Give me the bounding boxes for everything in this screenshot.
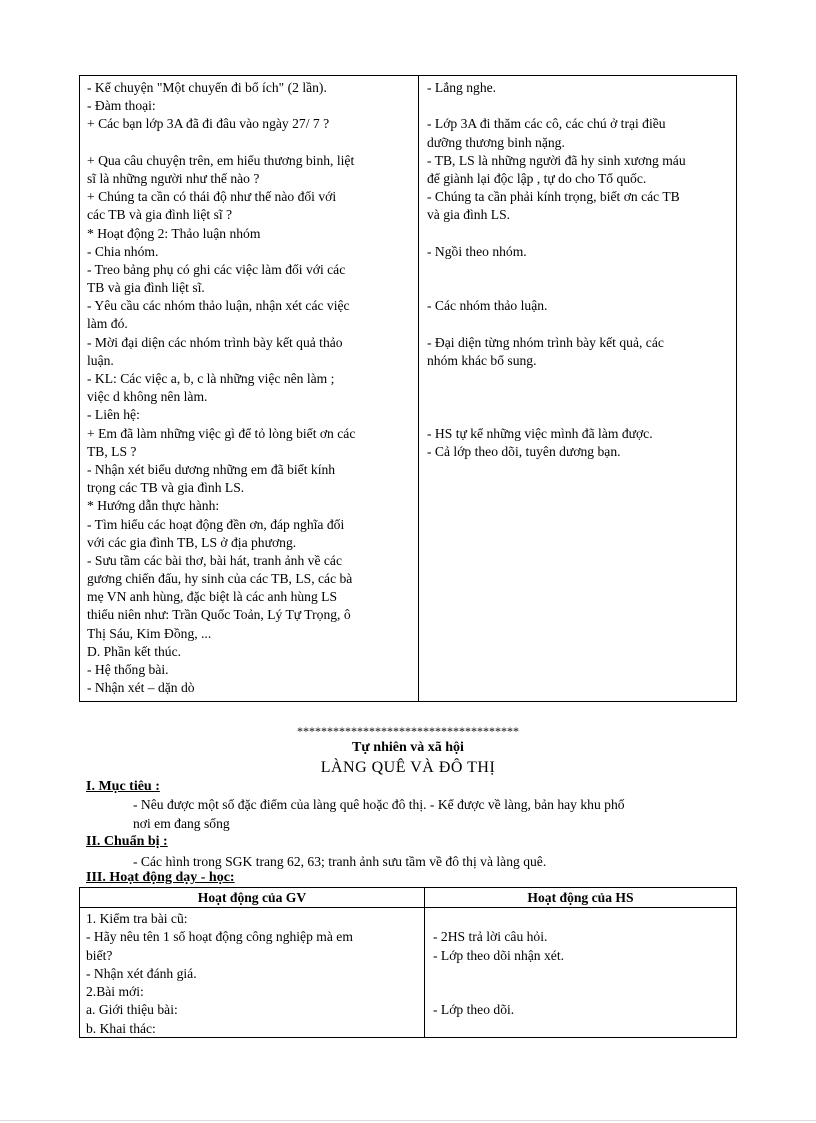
teacher-activity-line: - Nhận xét biểu dương những em đã biết kính — [87, 461, 336, 477]
teacher-activity-line: - Hãy nêu tên 1 số hoạt động công nghiệp mà em — [86, 929, 353, 945]
student-activity-line — [427, 388, 730, 406]
teacher-activity-line: 1. Kiểm tra bài cũ: — [86, 911, 188, 926]
student-activity-line — [427, 370, 730, 388]
teacher-activity-line: các TB và gia đình liệt sĩ ? — [87, 207, 233, 223]
activities-table-header — [80, 888, 736, 908]
student-activity-line: - Ngồi theo nhóm. — [427, 243, 527, 259]
teacher-activity-line: 2.Bài mới: — [86, 984, 144, 1000]
teacher-activity-line: - Kể chuyện "Một chuyến đi bổ ích" (2 lần). — [87, 80, 327, 95]
teacher-activity-line: + Các bạn lớp 3A đã đi đâu vào ngày 27/ 7 ? — [87, 116, 330, 132]
student-activity-line — [433, 910, 730, 928]
header-teacher-activity: Hoạt động của GV — [80, 888, 425, 907]
teacher-activity-line: việc d không nên làm. — [87, 389, 208, 405]
teacher-activity-line: - Nhận xét – dặn dò — [87, 680, 195, 696]
student-activity-line — [427, 315, 730, 333]
objectives-line: nơi em đang sống — [133, 816, 230, 831]
objectives-text — [133, 795, 733, 833]
student-activity-line: - Lớp 3A đi thăm các cô, các chú ở trại điều — [427, 116, 666, 132]
activities-heading: III. Hoạt động dạy - học: — [86, 870, 235, 885]
student-activity-line: - 2HS trả lời câu hỏi. — [433, 929, 548, 945]
teacher-activity-line: + Qua câu chuyện trên, em hiểu thương binh, liệt — [87, 152, 355, 168]
teacher-activity-line: - Mời đại diện các nhóm trình bày kết quả thảo — [87, 334, 343, 350]
teacher-activity-line: * Hướng dẫn thực hành: — [87, 498, 220, 514]
teacher-activity-line: - KL: Các việc a, b, c là những việc nên làm ; — [87, 371, 335, 386]
teacher-activity-line: làm đó. — [87, 316, 128, 332]
student-activity-line — [433, 983, 730, 1001]
student-activity-line — [427, 406, 730, 424]
teacher-activity-line: + Em đã làm những việc gì để tỏ lòng biết ơn các — [87, 425, 356, 441]
student-activity-line: - Các nhóm thảo luận. — [427, 298, 548, 314]
subject-title: Tự nhiên và xã hội — [352, 740, 464, 755]
preparation-text: - Các hình trong SGK trang 62, 63; tranh ảnh sưu tầm về đô thị và làng quê. — [133, 854, 547, 869]
student-activity-line: - Lớp theo dõi nhận xét. — [433, 947, 565, 963]
header-student-activity: Hoạt động của HS — [527, 890, 634, 905]
teacher-activity-line: b. Khai thác: — [86, 1020, 156, 1036]
student-activity-line: và gia đình LS. — [427, 207, 511, 223]
teacher-activity-cell — [80, 908, 425, 1038]
student-activity-line: - Cả lớp theo dõi, tuyên dương bạn. — [427, 443, 621, 459]
student-activity-line — [427, 261, 730, 279]
student-activity-column — [419, 76, 736, 701]
teacher-activity-line: biết? — [86, 947, 113, 963]
student-activity-line: - Lớp theo dõi. — [433, 1002, 515, 1018]
teacher-activity-line: a. Giới thiệu bài: — [86, 1002, 178, 1018]
teacher-activity-line: + Chúng ta cần có thái độ như thế nào đối với — [87, 189, 337, 205]
teacher-activity-column — [80, 76, 419, 701]
teacher-activity-line: - Hệ thống bài. — [87, 662, 169, 677]
teacher-activity-line: - Đàm thoại: — [87, 98, 156, 114]
teacher-activity-line: - Yêu cầu các nhóm thảo luận, nhận xét các việc — [87, 298, 350, 314]
teacher-activity-line: sĩ là những người như thế nào ? — [87, 170, 260, 186]
student-activity-line: - HS tự kể những việc mình đã làm được. — [427, 425, 653, 441]
teacher-activity-line: - Liên hệ: — [87, 407, 140, 423]
teacher-activity-line: luận. — [87, 352, 114, 368]
student-activity-line: - Đại diện từng nhóm trình bày kết quả, các — [427, 334, 664, 350]
activities-table — [79, 887, 737, 1038]
teacher-activity-line: * Hoạt động 2: Thảo luận nhóm — [87, 225, 261, 241]
teacher-activity-line: - Chia nhóm. — [87, 243, 159, 259]
teacher-activity-line: trọng các TB và gia đình LS. — [87, 480, 245, 496]
student-activity-line — [427, 97, 730, 115]
student-activity-line — [427, 225, 730, 243]
teacher-activity-line: thiếu niên như: Trần Quốc Toản, Lý Tự Trọng, ô — [87, 607, 351, 623]
teacher-activity-line: - Sưu tầm các bài thơ, bài hát, tranh ảnh về các — [87, 552, 342, 568]
teacher-activity-line: D. Phần kết thúc. — [87, 643, 182, 659]
student-activity-line: dưỡng thương binh nặng. — [427, 134, 565, 150]
student-activity-line: - Lắng nghe. — [427, 80, 497, 95]
teacher-activity-line: - Nhận xét đánh giá. — [86, 965, 197, 981]
page-bottom-edge — [0, 1120, 816, 1121]
lesson-activity-table-continued — [79, 75, 737, 702]
student-activity-line — [427, 279, 730, 297]
teacher-activity-line: - Tìm hiểu các hoạt động đền ơn, đáp nghĩa đối — [87, 516, 345, 532]
teacher-activity-line: Thị Sáu, Kim Đồng, ... — [87, 625, 212, 641]
teacher-activity-line: mẹ VN anh hùng, đặc biệt là các anh hùng LS — [87, 589, 338, 605]
student-activity-line: nhóm khác bổ sung. — [427, 352, 537, 368]
teacher-activity-line: với các gia đình TB, LS ở địa phương. — [87, 534, 297, 550]
preparation-heading: II. Chuẩn bị : — [86, 834, 168, 849]
teacher-activity-line: TB và gia đình liệt sĩ. — [87, 280, 205, 296]
student-activity-cell — [425, 908, 736, 1038]
student-activity-line: - Chúng ta cần phải kính trọng, biết ơn các TB — [427, 189, 680, 205]
teacher-activity-line: TB, LS ? — [87, 443, 137, 459]
student-activity-line: để giành lại độc lập , tự do cho Tổ quốc. — [427, 170, 647, 186]
student-activity-line: - TB, LS là những người đã hy sinh xương máu — [427, 152, 686, 168]
teacher-activity-line: gương chiến đấu, hy sinh của các TB, LS, các bà — [87, 571, 353, 587]
student-activity-line — [433, 1020, 730, 1038]
section-separator: ************************************* — [297, 724, 519, 738]
teacher-activity-line: - Treo bảng phụ có ghi các việc làm đối với các — [87, 261, 346, 277]
lesson-title: LÀNG QUÊ VÀ ĐÔ THỊ — [320, 759, 496, 776]
teacher-activity-line — [87, 134, 412, 152]
objectives-heading: I. Mục tiêu : — [86, 779, 160, 794]
objectives-line: - Nêu được một số đặc điểm của làng quê hoặc đô thị. - Kể được về làng, bản hay khu phố — [133, 797, 625, 812]
activities-table-body — [80, 908, 736, 1038]
student-activity-line — [433, 965, 730, 983]
